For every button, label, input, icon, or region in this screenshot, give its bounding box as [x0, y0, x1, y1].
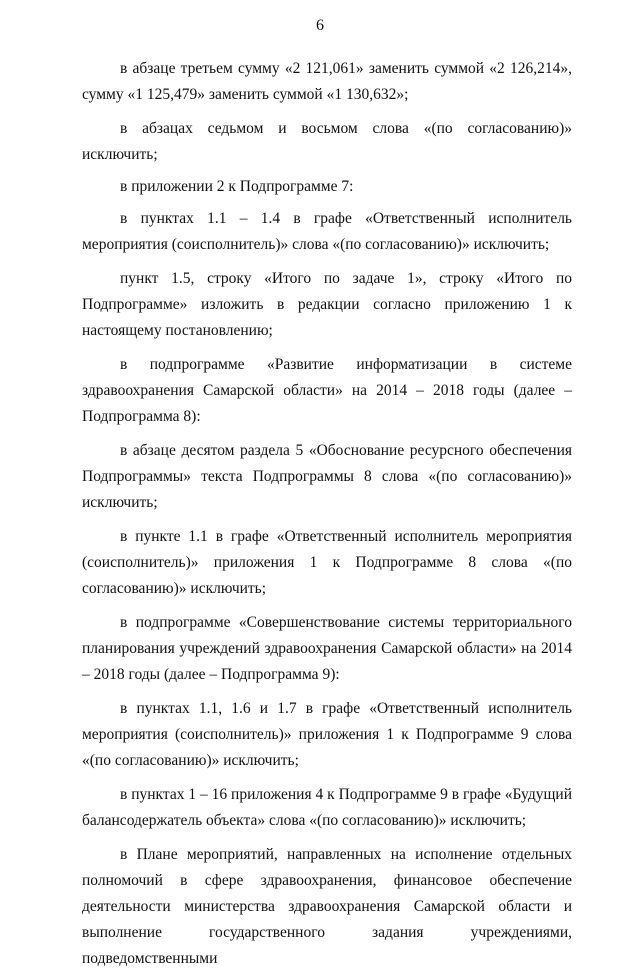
paragraph-3: в приложении 2 к Подпрограмме 7: — [120, 178, 354, 195]
page-number: 6 — [316, 17, 324, 34]
paragraph-9: в подпрограмме «Совершенствование системы территориального планирования учреждений здравоохранения Самарской области» на 2014 – 2018 годы (далее – Подпрограмма 9): — [82, 614, 572, 683]
paragraph-12: в Плане мероприятий, направленных на исполнение отдельных полномочий в сфере здравоохранения, финансовое обеспечение деятельности министерства здравоохранения Самарской области и выполнение государственного задания учреждениями, подведомственными — [82, 846, 572, 967]
paragraph-5: пункт 1.5, строку «Итого по задаче 1», строку «Итого по Подпрограмме» изложить в редакции согласно приложению 1 к настоящему постановлению; — [82, 270, 572, 339]
paragraph-11: в пунктах 1 – 16 приложения 4 к Подпрограмме 9 в графе «Будущий балансодержатель объекта» слова «(по согласованию)» исключить; — [82, 786, 572, 829]
paragraph-8: в пункте 1.1 в графе «Ответственный исполнитель мероприятия (соисполнитель)» приложения 1 к Подпрограмме 8 слова «(по согласованию)» исключить; — [82, 528, 572, 597]
paragraph-6: в подпрограмме «Развитие информатизации в системе здравоохранения Самарской области» на 2014 – 2018 годы (далее – Подпрограмма 8): — [82, 356, 572, 425]
paragraph-7: в абзаце десятом раздела 5 «Обоснование ресурсного обеспечения Подпрограммы» текста Подпрограммы 8 слова «(по согласованию)» исключить; — [82, 442, 572, 511]
paragraph-10: в пунктах 1.1, 1.6 и 1.7 в графе «Ответственный исполнитель мероприятия (соисполнитель)» приложения 1 к Подпрограмме 9 слова «(по согласованию)» исключить; — [82, 700, 572, 769]
paragraph-4: в пунктах 1.1 – 1.4 в графе «Ответственный исполнитель мероприятия (соисполнитель)» слова «(по согласованию)» исключить; — [82, 210, 572, 253]
paragraph-1: в абзаце третьем сумму «2 121,061» заменить суммой «2 126,214», сумму «1 125,479» заменить суммой «1 130,632»; — [82, 60, 572, 103]
document-body — [82, 56, 572, 980]
paragraph-2: в абзацах седьмом и восьмом слова «(по согласованию)» исключить; — [82, 120, 572, 163]
